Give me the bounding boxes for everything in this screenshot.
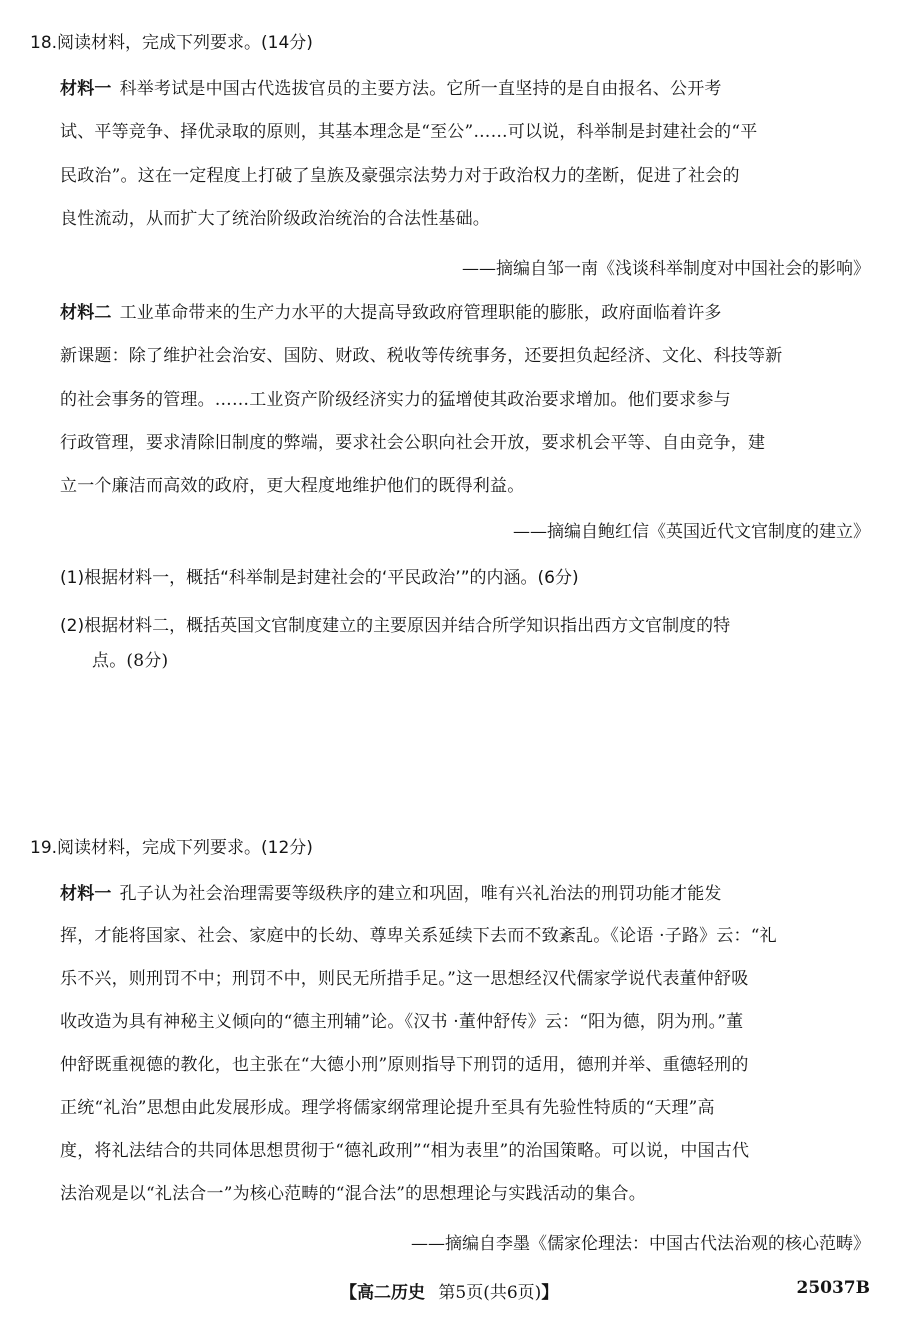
footer-bracket-close: 】 (541, 1283, 559, 1303)
q19-material-1-line-2: 挥，才能将国家、社会、家庭中的长幼、尊卑关系延续下去而不致紊乱。《论语 ·子路》云：“礼 (60, 926, 777, 946)
q18-material-2-text: 工业革命带来的生产力水平的大提高导致政府管理职能的膨胀，政府面临着许多 (119, 303, 722, 323)
q18-material-2-line-3: 的社会事务的管理。……工业资产阶级经济实力的猛增使其政治要求增加。他们要求参与 (60, 390, 731, 410)
q18-subquestion-1: (1)根据材料一，概括“科举制是封建社会的‘平民政治’”的内涵。(6分) (60, 568, 579, 588)
q19-material-1-line-8: 法治观是以“礼法合一”为核心范畴的“混合法”的思想理论与实践活动的集合。 (60, 1184, 646, 1204)
q19-material-1-text: 孔子认为社会治理需要等级秩序的建立和巩固，唯有兴礼治法的刑罚功能才能发 (119, 884, 722, 904)
page-footer (0, 1278, 900, 1302)
q18-material-1-line-1 (60, 79, 722, 99)
footer-subject-page (340, 1278, 558, 1303)
q18-material-1-line-2: 试、平等竞争、择优录取的原则，其基本理念是“至公”……可以说，科举制是封建社会的“平 (60, 122, 758, 142)
q18-material-1-label: 材料一 (60, 79, 112, 99)
question-19-heading: 19.阅读材料，完成下列要求。(12分) (30, 838, 313, 858)
q19-material-1-line-1 (60, 884, 722, 904)
q19-material-1-line-6: 正统“礼治”思想由此发展形成。理学将儒家纲常理论提升至具有先验性特质的“天理”高 (60, 1098, 715, 1118)
footer-subject: 【高二历史 (340, 1283, 425, 1303)
q19-material-1-line-4: 收改造为具有神秘主义倾向的“德主刑辅”论。《汉书 ·董仲舒传》云：“阳为德，阴为刑。”董 (60, 1012, 744, 1032)
q19-material-1-source: ——摘编自李墨《儒家伦理法：中国古代法治观的核心范畴》 (411, 1234, 870, 1254)
q18-material-2-line-2: 新课题：除了维护社会治安、国防、财政、税收等传统事务，还要担负起经济、文化、科技等新 (60, 346, 783, 366)
q19-material-1-label: 材料一 (60, 884, 112, 904)
q19-material-1-line-7: 度，将礼法结合的共同体思想贯彻于“德礼政刑”“相为表里”的治国策略。可以说，中国古代 (60, 1141, 750, 1161)
q18-material-1-text: 科举考试是中国古代选拔官员的主要方法。它所一直坚持的是自由报名、公开考 (119, 79, 722, 99)
q18-material-1-line-3: 民政治”。这在一定程度上打破了皇族及豪强宗法势力对于政治权力的垄断，促进了社会的 (60, 166, 740, 186)
q18-material-2-line-1 (60, 303, 722, 323)
q19-material-1-line-3: 乐不兴，则刑罚不中；刑罚不中，则民无所措手足。”这一思想经汉代儒家学说代表董仲舒吸 (60, 969, 749, 989)
q18-material-1-source: ——摘编自邹一南《浅谈科举制度对中国社会的影响》 (462, 259, 870, 279)
q18-material-2-line-4: 行政管理，要求清除旧制度的弊端，要求社会公职向社会开放，要求机会平等、自由竞争，建 (60, 433, 766, 453)
footer-page-number: 第5页(共6页) (438, 1283, 542, 1303)
q19-material-1-line-5: 仲舒既重视德的教化，也主张在“大德小刑”原则指导下刑罚的适用，德刑并举、重德轻刑的 (60, 1055, 749, 1075)
q18-subquestion-2-line-1: (2)根据材料二，概括英国文官制度建立的主要原因并结合所学知识指出西方文官制度的特 (60, 616, 731, 636)
question-18-heading: 18.阅读材料，完成下列要求。(14分) (30, 33, 313, 53)
q18-material-2-label: 材料二 (60, 303, 112, 323)
q18-material-2-source: ——摘编自鲍红信《英国近代文官制度的建立》 (513, 522, 870, 542)
footer-exam-code: 25037B (796, 1278, 870, 1298)
q18-subquestion-2-line-2: 点。(8分) (92, 651, 169, 671)
q18-material-1-line-4: 良性流动，从而扩大了统治阶级政治统治的合法性基础。 (60, 209, 490, 229)
q18-material-2-line-5: 立一个廉洁而高效的政府，更大程度地维护他们的既得利益。 (60, 476, 525, 496)
